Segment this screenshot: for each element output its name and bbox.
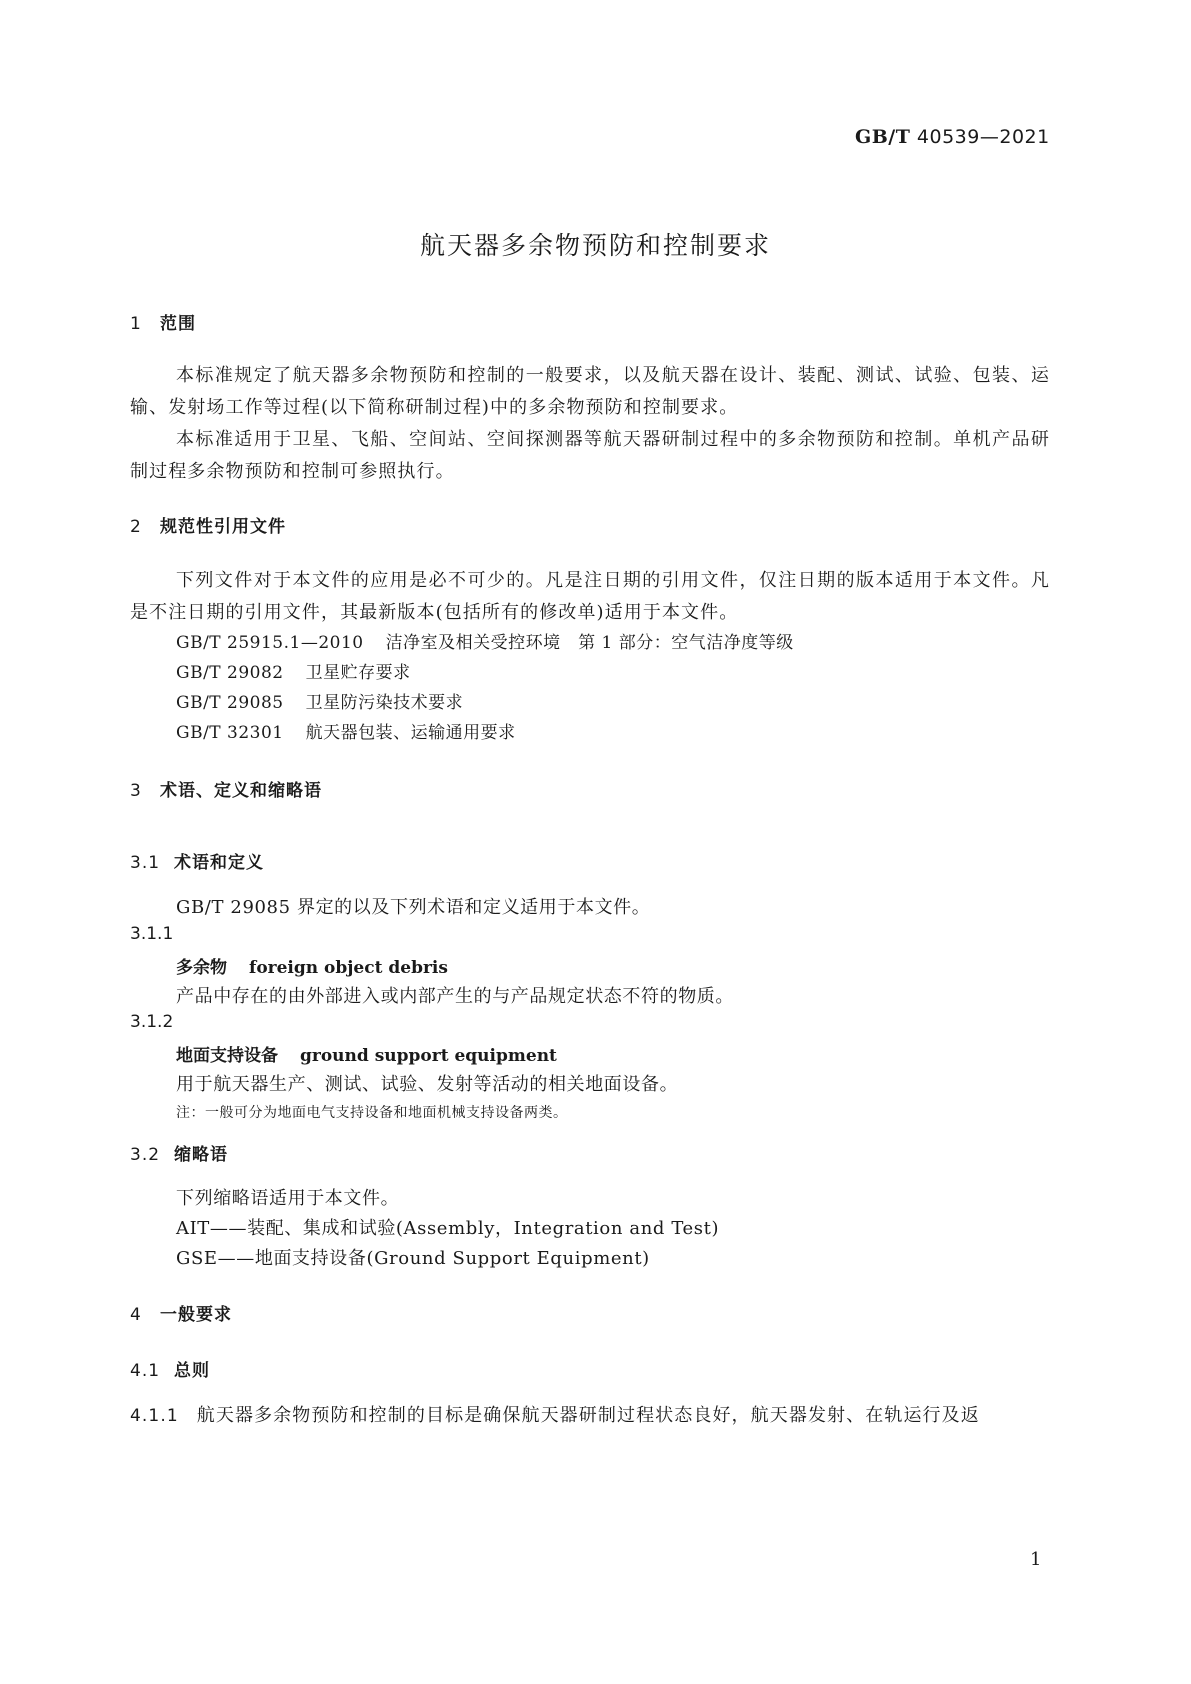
clause-text: 航天器多余物预防和控制的目标是确保航天器研制过程状态良好，航天器发射、在轨运行及返 (196, 1405, 980, 1426)
section-number: 4.1 (130, 1361, 161, 1381)
clause-4-1-1 (130, 1400, 980, 1432)
reference-title: 洁净室及相关受控环境 第 1 部分：空气洁净度等级 (385, 633, 794, 653)
term-english: foreign object debris (249, 958, 448, 978)
paragraph: 本标准适用于卫星、飞船、空间站、空间探测器等航天器研制过程中的多余物预防和控制。单机产品研制过程多余物预防和控制可参照执行。 (130, 429, 1050, 482)
term-chinese: 多余物 (176, 958, 227, 978)
reference-item (176, 628, 794, 653)
section-2-body (130, 565, 1050, 629)
reference-code: GB/T 25915.1—2010 (176, 633, 364, 653)
term-note: 注：一般可分为地面电气支持设备和地面机械支持设备两类。 (176, 1105, 568, 1121)
section-3-1-intro: GB/T 29085 界定的以及下列术语和定义适用于本文件。 (176, 897, 651, 918)
section-title: 术语、定义和缩略语 (160, 781, 322, 801)
document-title: 航天器多余物预防和控制要求 (419, 231, 771, 260)
term-entry (176, 953, 448, 978)
reference-code: GB/T 29085 (176, 693, 284, 713)
section-title: 总则 (174, 1361, 210, 1381)
section-3-2-intro: 下列缩略语适用于本文件。 (176, 1188, 400, 1209)
abbreviation-item: AIT——装配、集成和试验(Assembly，Integration and Test) (176, 1218, 720, 1239)
reference-code: GB/T 29082 (176, 663, 284, 683)
section-number: 3.1 (130, 853, 161, 873)
term-definition: 产品中存在的由外部进入或内部产生的与产品规定状态不符的物质。 (176, 986, 734, 1007)
section-1-body (130, 360, 1050, 488)
term-chinese: 地面支持设备 (176, 1046, 278, 1066)
reference-title: 卫星贮存要求 (305, 663, 411, 683)
section-title: 范围 (160, 314, 196, 334)
section-number: 4 (130, 1305, 142, 1325)
section-1-heading (130, 309, 196, 334)
reference-title: 卫星防污染技术要求 (305, 693, 464, 713)
section-number: 2 (130, 517, 142, 537)
reference-item (176, 718, 516, 743)
clause-number: 4.1.1 (130, 1406, 179, 1426)
term-entry (176, 1041, 557, 1066)
section-4-1-heading (130, 1356, 210, 1381)
section-title: 一般要求 (160, 1305, 232, 1325)
standard-code: 40539—2021 (916, 126, 1050, 148)
page-number: 1 (1030, 1549, 1042, 1570)
reference-item (176, 688, 463, 713)
paragraph: 下列文件对于本文件的应用是必不可少的。凡是注日期的引用文件，仅注日期的版本适用于本文件。凡是不注日期的引用文件，其最新版本(包括所有的修改单)适用于本文件。 (130, 570, 1050, 623)
paragraph: 本标准规定了航天器多余物预防和控制的一般要求，以及航天器在设计、装配、测试、试验、包装、运输、发射场工作等过程(以下简称研制过程)中的多余物预防和控制要求。 (130, 365, 1050, 418)
section-title: 规范性引用文件 (160, 517, 286, 537)
section-title: 缩略语 (174, 1145, 228, 1165)
standard-number (855, 126, 1050, 148)
section-2-heading (130, 512, 286, 537)
section-title: 术语和定义 (174, 853, 264, 873)
standard-prefix: GB/T (855, 126, 911, 148)
term-definition: 用于航天器生产、测试、试验、发射等活动的相关地面设备。 (176, 1074, 679, 1095)
section-3-heading (130, 776, 322, 801)
section-number: 3.2 (130, 1145, 161, 1165)
section-3-1-heading (130, 848, 264, 873)
section-number: 3 (130, 781, 142, 801)
term-number: 3.1.1 (130, 924, 174, 944)
term-number: 3.1.2 (130, 1012, 174, 1032)
term-english: ground support equipment (300, 1046, 557, 1066)
section-number: 1 (130, 314, 142, 334)
reference-title: 航天器包装、运输通用要求 (305, 723, 516, 743)
abbreviation-item: GSE——地面支持设备(Ground Support Equipment) (176, 1248, 650, 1269)
section-3-2-heading (130, 1140, 228, 1165)
section-4-heading (130, 1300, 232, 1325)
reference-item (176, 658, 411, 683)
reference-code: GB/T 32301 (176, 723, 284, 743)
